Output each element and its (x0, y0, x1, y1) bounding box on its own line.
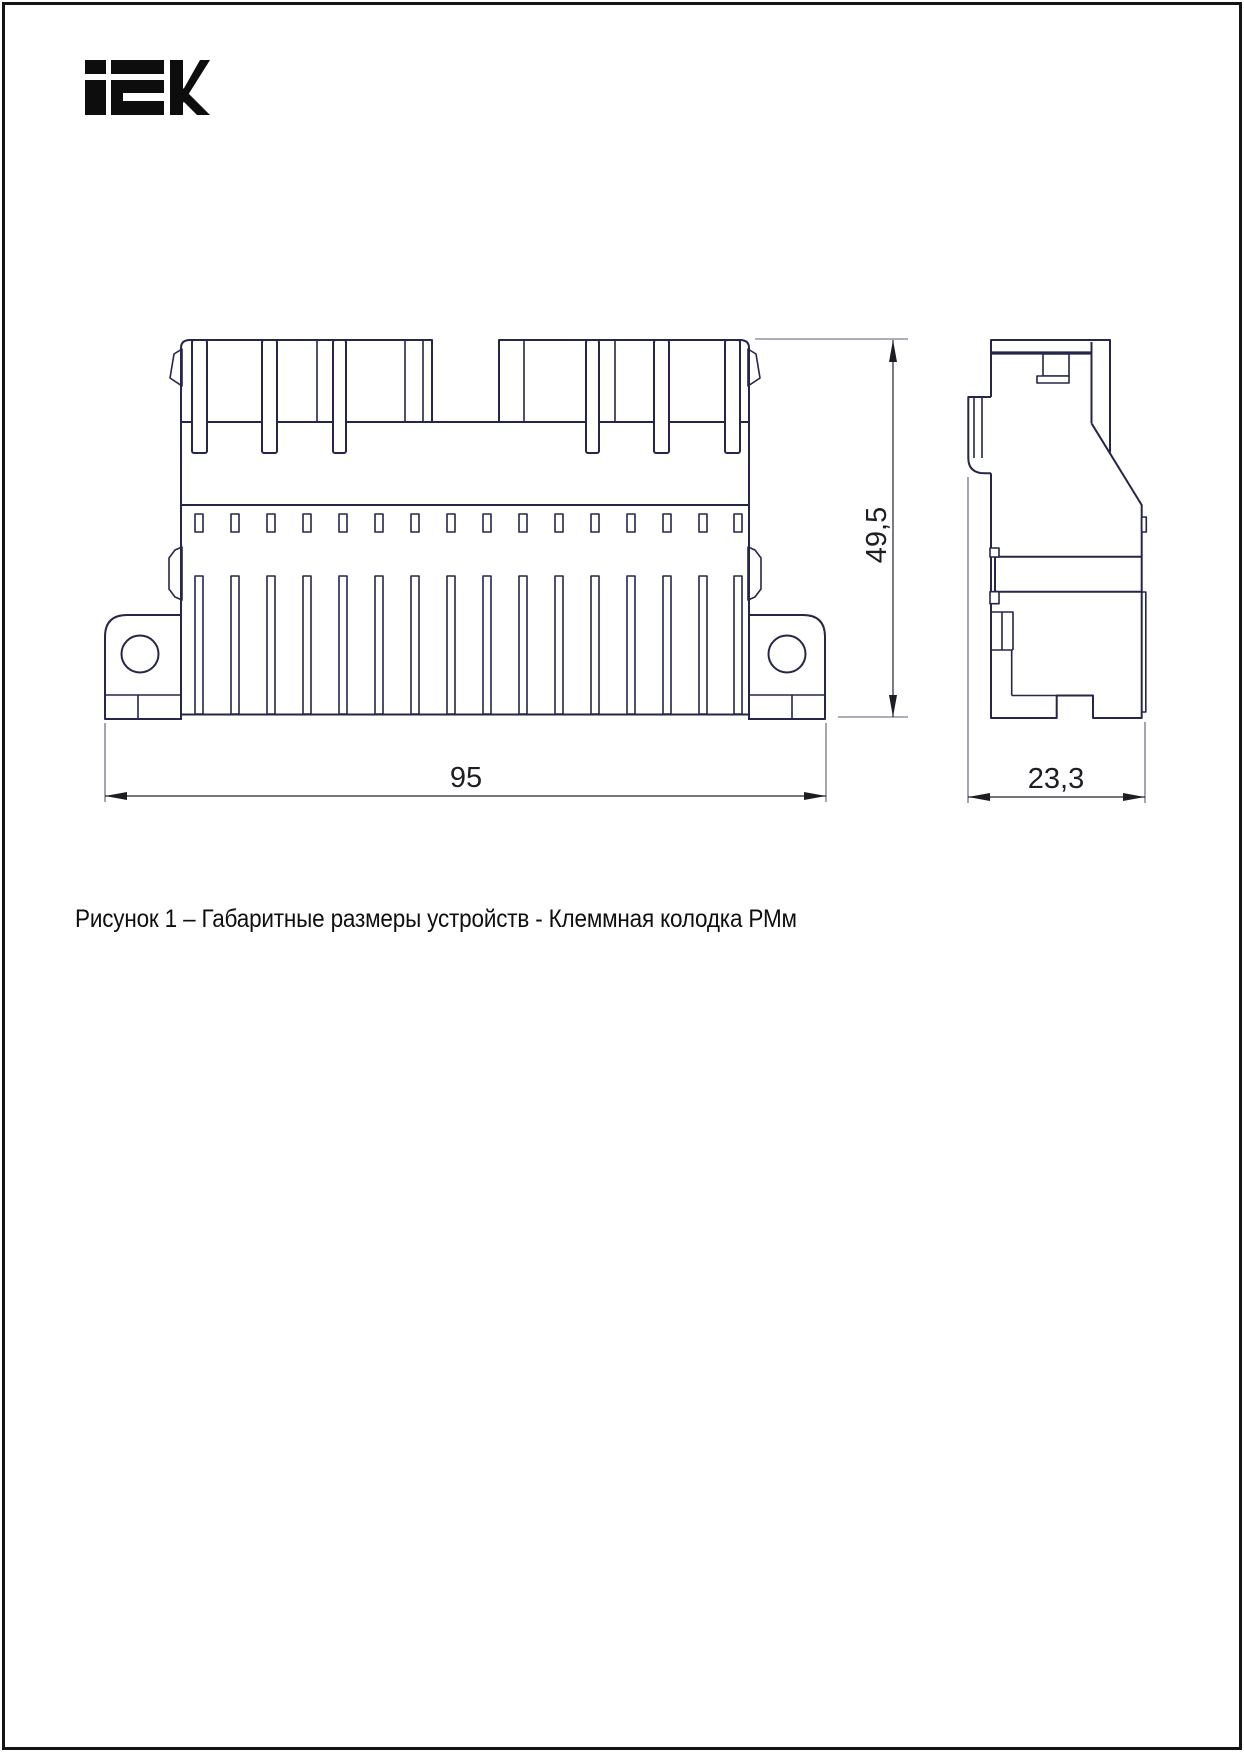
figure-caption: Рисунок 1 – Габаритные размеры устройств - Клеммная колодка РМм (75, 905, 797, 933)
dim-label-height: 49,5 (861, 506, 893, 564)
dimension-side-width (968, 477, 1145, 803)
mounting-ear-left (105, 615, 182, 719)
dim-label-front-width: 95 (449, 762, 483, 794)
din-rail-clip (968, 397, 991, 473)
front-view (105, 340, 825, 719)
top-hook (1043, 354, 1069, 376)
dimension-height (755, 339, 908, 717)
terminal-slots-row (195, 514, 742, 532)
mounting-ear-right (748, 615, 825, 719)
mounting-hole-left (122, 636, 159, 673)
dim-label-side-width: 23,3 (1027, 763, 1085, 795)
dimension-front-width (105, 723, 826, 802)
mounting-hole-right (769, 636, 806, 673)
fin-slots (195, 576, 742, 714)
side-view (968, 340, 1146, 718)
